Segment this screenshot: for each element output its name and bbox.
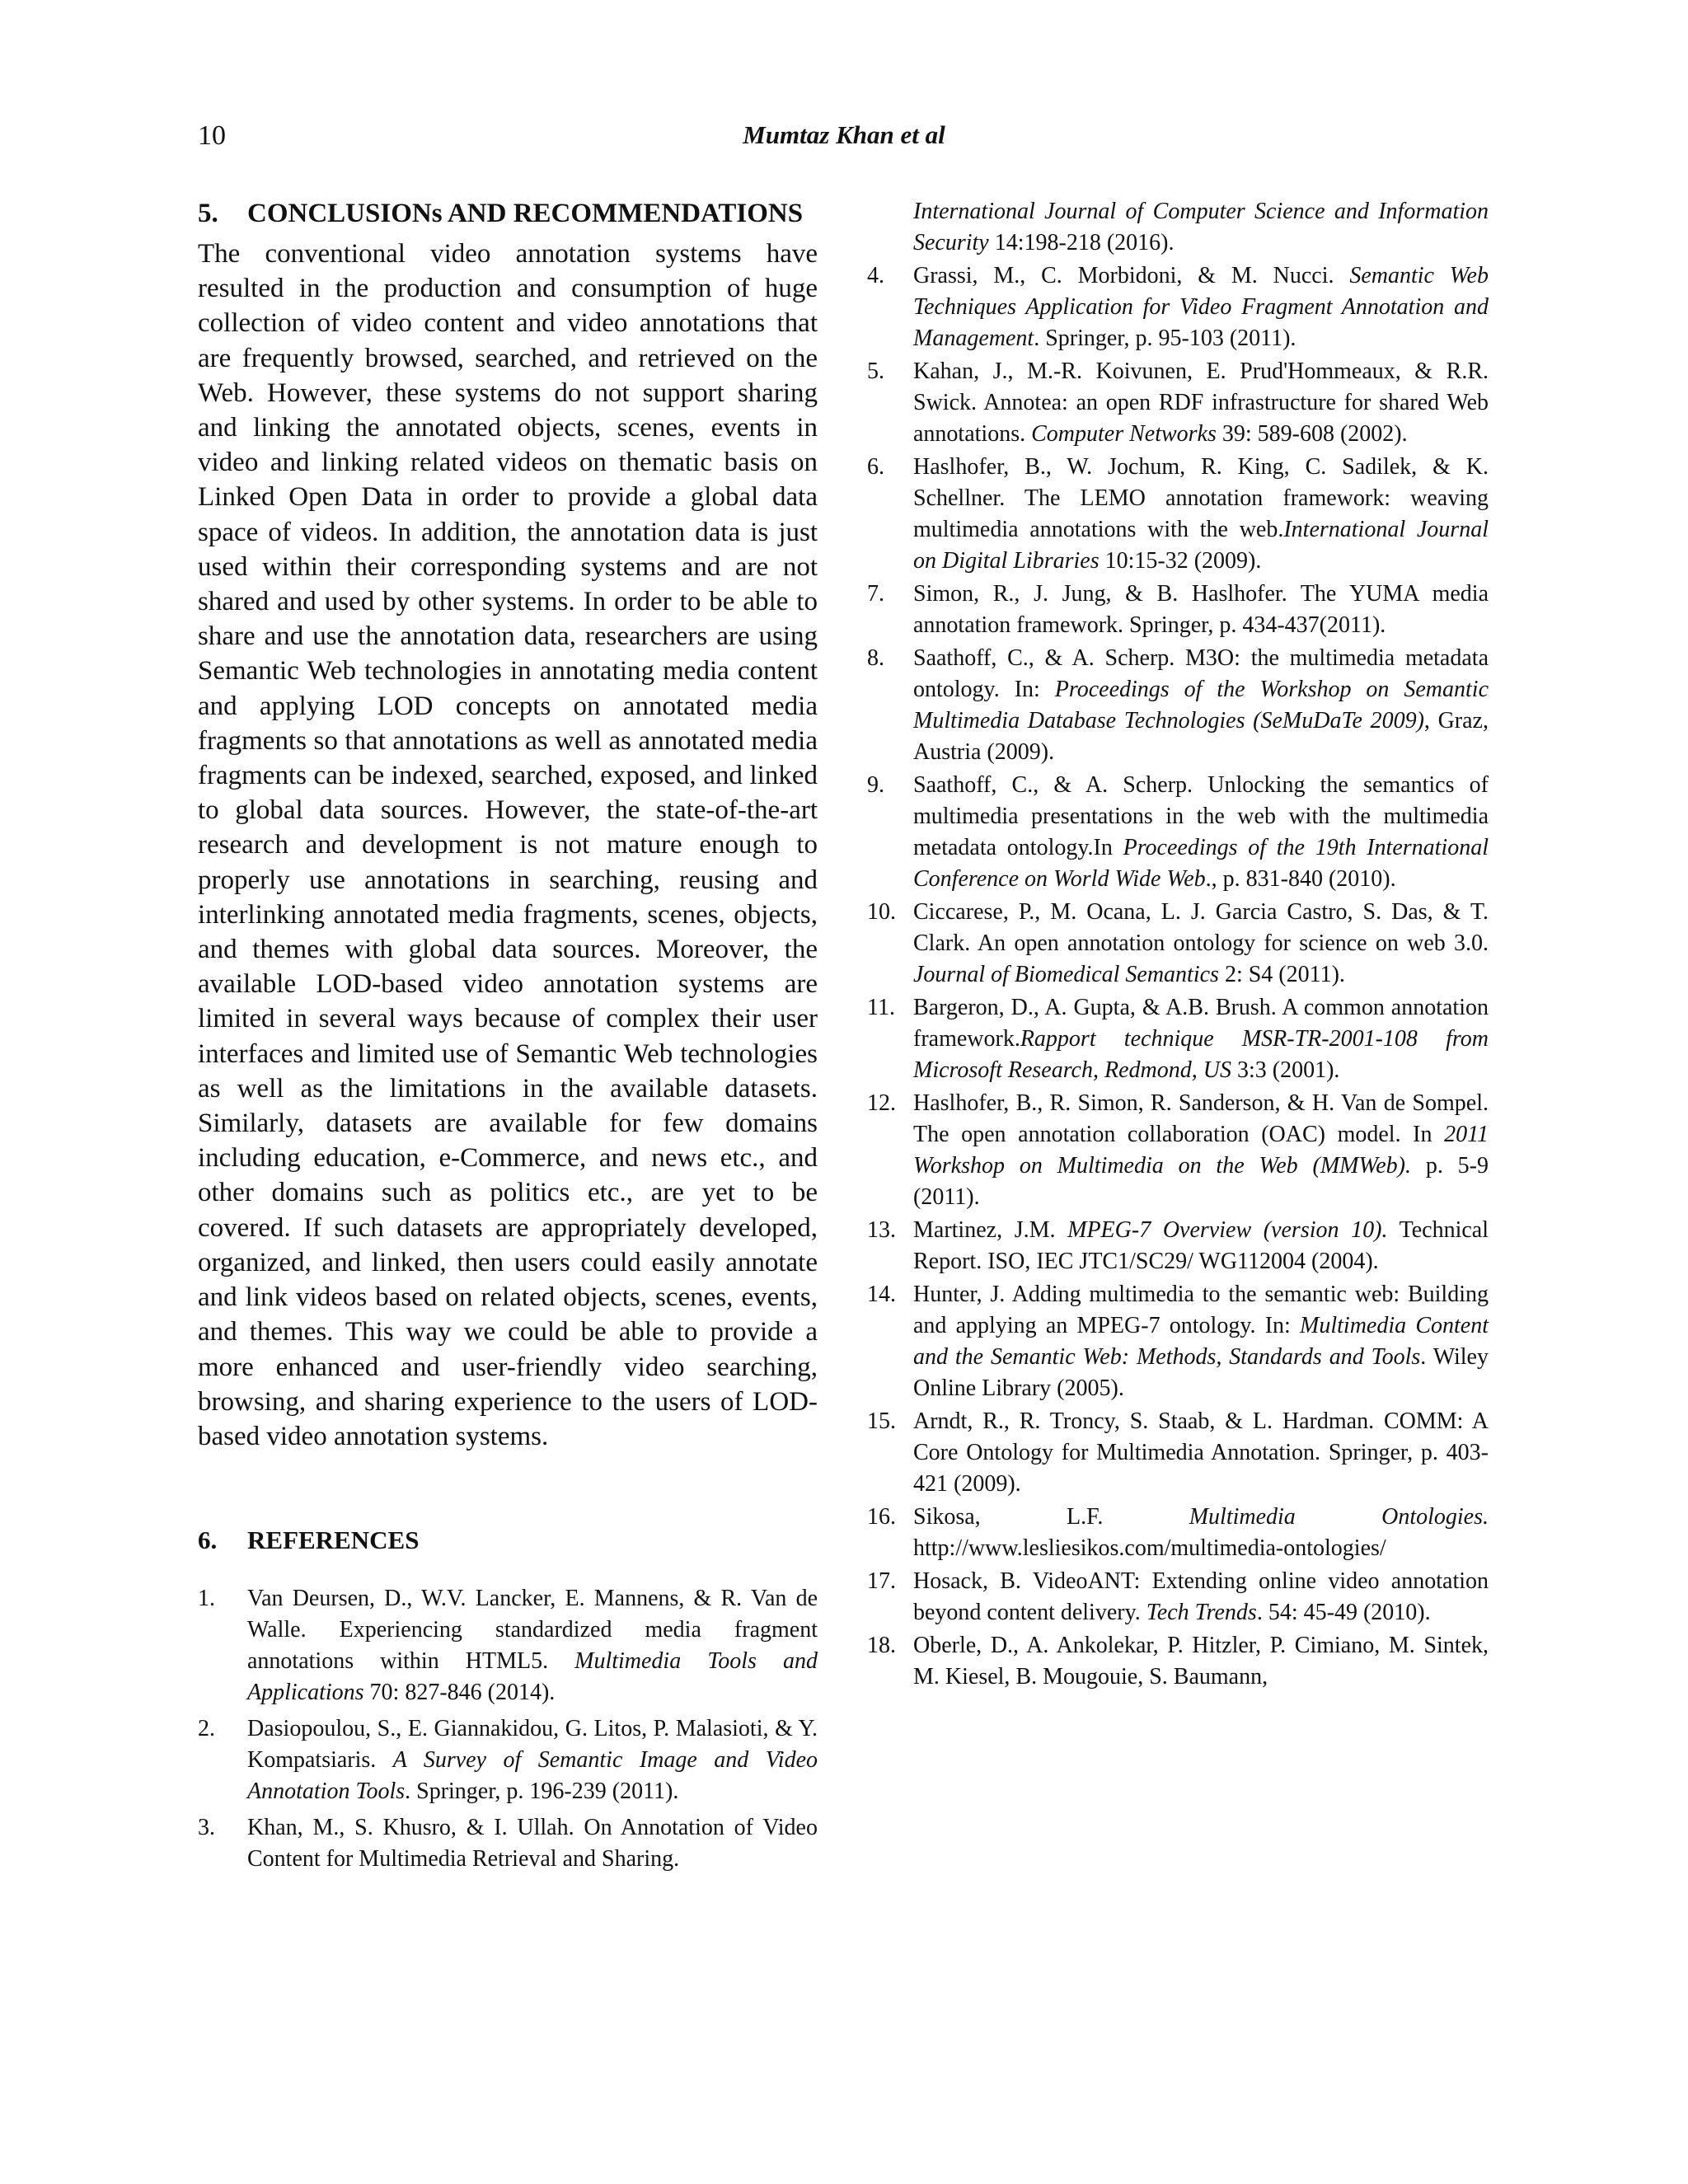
references-list-left	[198, 1583, 818, 1875]
section-6-number: 6.	[198, 1526, 218, 1555]
reference-text: Khan, M., S. Khusro, & I. Ullah. On Annotation of Video Content for Multimedia Retrieval and Sharing.	[247, 1815, 818, 1872]
right-column	[867, 196, 1489, 1694]
reference-item	[198, 1713, 818, 1807]
section-5-heading	[198, 196, 818, 232]
reference-item: 7. Simon, R., J. Jung, & B. Haslhofer. The YUMA media annotation framework. Springer, p. 434-437(2011).	[867, 581, 1489, 638]
reference-item: 14. Hunter, J. Adding multimedia to the semantic web: Building and applying an MPEG-7 ontology. In: Multimedia Content and the Semantic Web: Methods, Standards and Tools. Wiley Online Library (2005).	[867, 1282, 1489, 1401]
reference-text: Dasiopoulou, S., E. Giannakidou, G. Litos, P. Malasioti, & Y. Kompatsiaris. A Survey of Semantic Image and Video Annotation Tools. Springer, p. 196-239 (2011).	[247, 1716, 818, 1805]
section-5-title: CONCLUSIONs AND RECOMMENDATIONS	[247, 199, 804, 228]
reference-item	[198, 1583, 818, 1708]
reference-number: 1.	[198, 1586, 215, 1612]
left-column	[198, 196, 818, 1880]
reference-item: 12. Haslhofer, B., R. Simon, R. Sanderson, & H. Van de Sompel. The open annotation collaboration (OAC) model. In 2011 Workshop on Multimedia on the Web (MMWeb). p. 5-9 (2011).	[867, 1090, 1489, 1210]
reference-item: 5. Kahan, J., M.-R. Koivunen, E. Prud'Hommeaux, & R.R. Swick. Annotea: an open RDF infrastructure for shared Web annotations. Computer Networks 39: 589-608 (2002).	[867, 359, 1489, 447]
reference-item: 16. Sikosa, L.F. Multimedia Ontologies. http://www.lesliesikos.com/multimedia-ontologies/	[867, 1504, 1489, 1561]
reference-item: 8. Saathoff, C., & A. Scherp. M3O: the multimedia metadata ontology. In: Proceedings of the Workshop on Semantic Multimedia Database Technologies (SeMuDaTe 2009), Graz, Austria (2009).	[867, 645, 1489, 765]
conclusion-paragraph: The conventional video annotation systems have resulted in the production and consumption of huge collection of video content and video annotations that are frequently browsed, searched, and retrieved on the Web. However, these systems do not support sharing and linking the annotated objects, scenes, events in video and linking related videos on thematic basis on Linked Open Data in order to provide a global data space of videos. In addition, the annotation data is just used within their corresponding systems and are not shared and used by other systems. In order to be able to share and use the annotation data, researchers are using Semantic Web technologies in annotating media content and applying LOD concepts on annotated media fragments so that annotations as well as annotated media fragments can be indexed, searched, exposed, and linked to global data sources. However, the state-of-the-art research and development is not mature enough to properly use annotations in searching, reusing and interlinking annotated media fragments, scenes, objects, and themes with global data sources. Moreover, the available LOD-based video annotation systems are limited in several ways because of complex their user interfaces and limited use of Semantic Web technologies as well as the limitations in the available datasets. Similarly, datasets are available for few domains including education, e-Commerce, and news etc., and other domains such as politics etc., are yet to be covered. If such datasets are appropriately developed, organized, and linked, then users could easily annotate and link videos based on related objects, scenes, events, and themes. This way we could be able to provide a more enhanced and user-friendly video searching, browsing, and sharing experience to the users of LOD-based video annotation systems.	[198, 239, 818, 1451]
reference-number: 2.	[198, 1716, 215, 1742]
reference-text: Van Deursen, D., W.V. Lancker, E. Mannens, & R. Van de Walle. Experiencing standardized media fragment annotations within HTML5. Multimedia Tools and Applications 70: 827-846 (2014).	[247, 1586, 818, 1706]
running-head: Mumtaz Khan et al	[743, 120, 945, 149]
reference-item: 11. Bargeron, D., A. Gupta, & A.B. Brush. A common annotation framework.Rapport technique MSR-TR-2001-108 from Microsoft Research, Redmond, US 3:3 (2001).	[867, 995, 1489, 1083]
reference-item: 15. Arndt, R., R. Troncy, S. Staab, & L. Hardman. COMM: A Core Ontology for Multimedia Annotation. Springer, p. 403-421 (2009).	[867, 1408, 1489, 1497]
reference-item: 9. Saathoff, C., & A. Scherp. Unlocking the semantics of multimedia presentations in the web with the multimedia metadata ontology.In Proceedings of the 19th International Conference on World Wide Web., p. 831-840 (2010).	[867, 772, 1489, 892]
reference-item: 17. Hosack, B. VideoANT: Extending online video annotation beyond content delivery. Tech Trends. 54: 45-49 (2010).	[867, 1568, 1489, 1625]
reference-continuation: International Journal of Computer Science and Information Security 14:198-218 (2016).	[913, 199, 1489, 255]
reference-item: 10. Ciccarese, P., M. Ocana, L. J. Garcia Castro, S. Das, & T. Clark. An open annotation ontology for science on web 3.0. Journal of Biomedical Semantics 2: S4 (2011).	[867, 899, 1489, 987]
section-6-title: REFERENCES	[247, 1526, 420, 1555]
reference-item: 13. Martinez, J.M. MPEG-7 Overview (version 10). Technical Report. ISO, IEC JTC1/SC29/ WG112004 (2004).	[867, 1217, 1489, 1274]
reference-number: 3.	[198, 1815, 215, 1841]
page-number: 10	[198, 120, 226, 151]
section-6-heading	[198, 1526, 818, 1555]
section-5-number: 5.	[198, 199, 218, 228]
reference-item: 4. Grassi, M., C. Morbidoni, & M. Nucci. Semantic Web Techniques Application for Video Fragment Annotation and Management. Springer, p. 95-103 (2011).	[867, 263, 1489, 351]
reference-item: 18. Oberle, D., A. Ankolekar, P. Hitzler, P. Cimiano, M. Sintek, M. Kiesel, B. Mougouie, S. Baumann,	[867, 1633, 1489, 1690]
reference-item: 6. Haslhofer, B., W. Jochum, R. King, C. Sadilek, & K. Schellner. The LEMO annotation framework: weaving multimedia annotations with the web.International Journal on Digital Libraries 10:15-32 (2009).	[867, 454, 1489, 574]
reference-item	[198, 1812, 818, 1875]
